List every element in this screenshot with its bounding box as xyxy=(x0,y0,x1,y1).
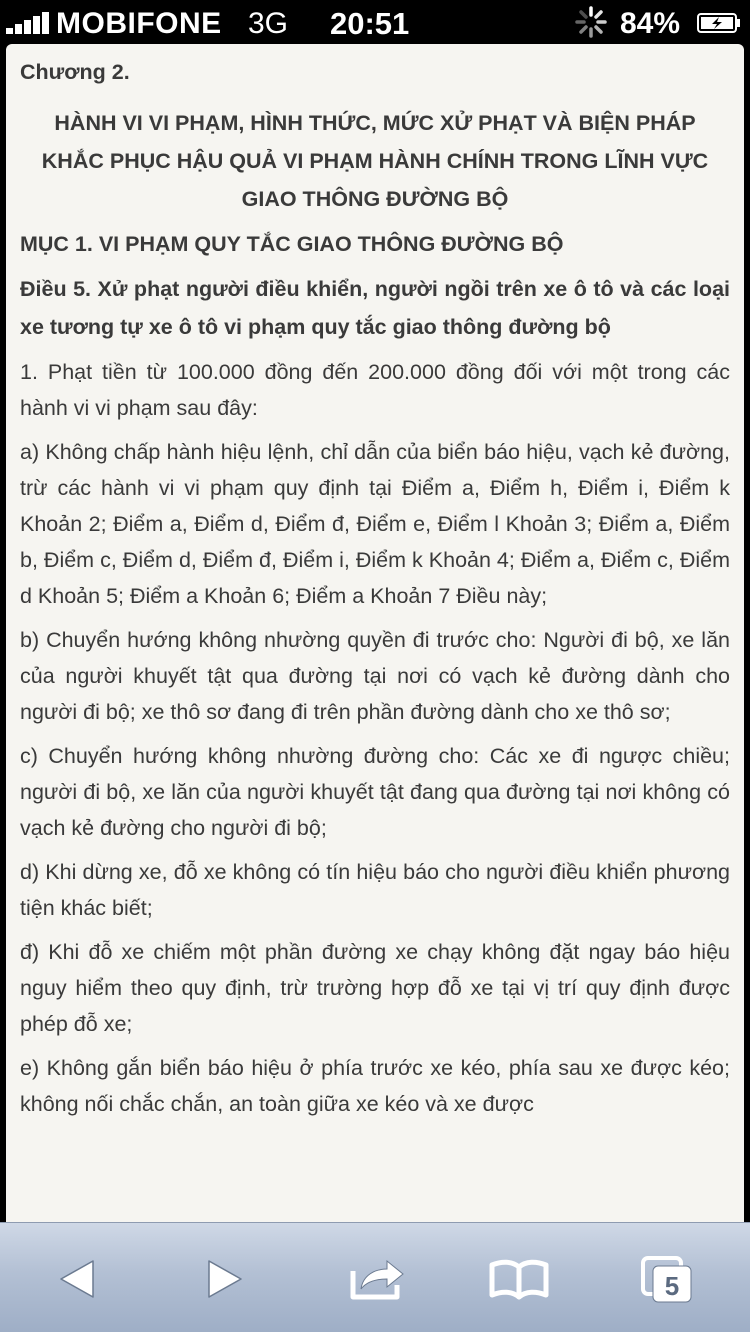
tabs-button[interactable] xyxy=(632,1249,702,1309)
section-heading: MỤC 1. VI PHẠM QUY TẮC GIAO THÔNG ĐƯỜNG BỘ xyxy=(20,232,564,256)
activity-spinner-icon xyxy=(574,5,608,39)
carrier-name: MOBIFONE xyxy=(56,7,222,40)
share-button[interactable] xyxy=(342,1249,412,1309)
forward-arrow-icon xyxy=(203,1257,247,1301)
network-type: 3G xyxy=(248,7,289,40)
forward-button[interactable] xyxy=(190,1249,260,1309)
back-button[interactable] xyxy=(42,1249,112,1309)
tabs-icon xyxy=(639,1254,695,1304)
status-bar xyxy=(0,0,750,44)
signal-bars-icon xyxy=(6,12,52,34)
chapter-number: Chương 2. xyxy=(20,60,130,84)
bookmarks-button[interactable] xyxy=(484,1249,554,1309)
battery-charging-icon xyxy=(697,13,741,33)
tab-count: 5 xyxy=(664,1271,680,1301)
bookmarks-icon xyxy=(488,1257,550,1301)
document-content xyxy=(6,44,744,1122)
paragraph: d) Khi dừng xe, đỗ xe không có tín hiệu báo cho người điều khiển phương tiện khác biết; xyxy=(20,860,730,920)
share-icon xyxy=(347,1255,407,1303)
paragraph: e) Không gắn biển báo hiệu ở phía trước xe kéo, phía sau xe được kéo; không nối chắc chắn, an toàn giữa xe kéo và xe được xyxy=(20,1056,730,1116)
paragraph: b) Chuyển hướng không nhường quyền đi trước cho: Người đi bộ, xe lăn của người khuyết tật qua đường tại nơi có vạch kẻ đường dành cho người đi bộ; xe thô sơ đang đi trên phần đường dành cho xe thô sơ; xyxy=(20,628,730,724)
paragraph: đ) Khi đỗ xe chiếm một phần đường xe chạy không đặt ngay báo hiệu nguy hiểm theo quy định, trừ trường hợp đỗ xe tại vị trí quy định được phép đỗ xe; xyxy=(20,940,730,1036)
article-heading: Điều 5. Xử phạt người điều khiển, người ngồi trên xe ô tô và các loại xe tương tự xe ô tô vi phạm quy tắc giao thông đường bộ xyxy=(20,277,730,339)
paragraph: c) Chuyển hướng không nhường đường cho: Các xe đi ngược chiều; người đi bộ, xe lăn của người khuyết tật đang qua đường tại nơi không có vạch kẻ đường cho người đi bộ; xyxy=(20,744,730,840)
back-arrow-icon xyxy=(55,1257,99,1301)
web-page[interactable] xyxy=(6,44,744,1222)
browser-toolbar xyxy=(0,1222,750,1332)
battery-percent: 84% xyxy=(620,7,681,40)
clock: 20:51 xyxy=(330,6,410,41)
chapter-title: HÀNH VI VI PHẠM, HÌNH THỨC, MỨC XỬ PHẠT VÀ BIỆN PHÁP KHẮC PHỤC HẬU QUẢ VI PHẠM HÀNH CHÍNH TRONG LĨNH VỰC GIAO THÔNG ĐƯỜNG BỘ xyxy=(41,111,709,211)
paragraph: 1. Phạt tiền từ 100.000 đồng đến 200.000 đồng đối với một trong các hành vi vi phạm sau đây: xyxy=(20,360,730,420)
paragraph: a) Không chấp hành hiệu lệnh, chỉ dẫn của biển báo hiệu, vạch kẻ đường, trừ các hành vi vi phạm quy định tại Điểm a, Điểm h, Điểm i, Điểm k Khoản 2; Điểm a, Điểm d, Điểm đ, Điểm e, Điểm l Khoản 3; Điểm a, Điểm b, Điểm c, Điểm d, Điểm đ, Điểm i, Điểm k Khoản 4; Điểm a, Điểm c, Điểm d Khoản 5; Điểm a Khoản 6; Điểm a Khoản 7 Điều này; xyxy=(20,440,730,608)
